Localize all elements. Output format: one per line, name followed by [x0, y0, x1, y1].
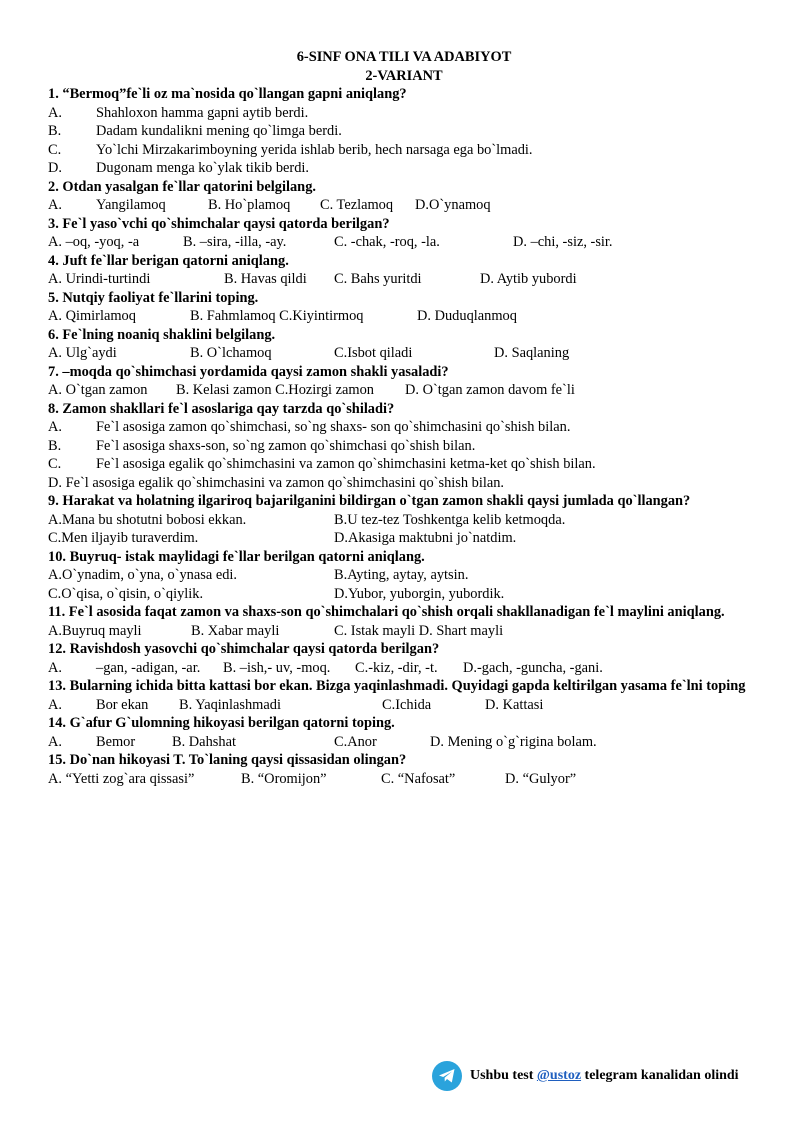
question-6: 6. Fe`lning noaniq shaklini belgilang.: [48, 326, 276, 343]
option-row: [48, 381, 760, 400]
question-15: 15. Do`nan hikoyasi T. To`laning qaysi qissasidan olingan?: [48, 752, 407, 768]
option-label: A.: [48, 197, 62, 213]
option-label: A.: [48, 104, 62, 121]
option-d: D.Akasiga maktubni jo`natdim.: [334, 530, 517, 546]
option-b: B. Dahshat: [172, 733, 236, 750]
option-text: Dadam kundalikni mening qo`limga berdi.: [96, 123, 342, 139]
option-c: C.-kiz, -dir, -t.: [355, 659, 438, 676]
option-row: [48, 418, 760, 437]
option-label: A.: [48, 696, 62, 713]
option-b: B. Kelasi zamon C.Hozirgi zamon: [176, 382, 374, 398]
question-11: 11. Fe`l asosida faqat zamon va shaxs-son qo`shimchalari qo`shish orqali shakllanadigan fe`l maylini aniqlang.: [48, 604, 725, 620]
page-title: 6-SINF ONA TILI VA ADABIYOT: [296, 49, 512, 65]
option-row: [48, 622, 760, 641]
footer-prefix: Ushbu test: [470, 1068, 534, 1083]
option-a: A. Ulg`aydi: [48, 345, 117, 361]
question-7: 7. –moqda qo`shimchasi yordamida qaysi zamon shakli yasaladi?: [48, 363, 449, 380]
option-b: B. –sira, -illa, -ay.: [183, 234, 287, 250]
option-c: C. Bahs yuritdi: [334, 271, 422, 287]
option-b: B. Havas qildi: [224, 271, 307, 287]
option-b: B. Yaqinlashmadi: [179, 696, 281, 713]
option-text: Fe`l asosiga egalik qo`shimchasini va zamon qo`shimchasini ketma-ket qo`shish bilan.: [96, 456, 596, 472]
option-d: D. Aytib yubordi: [480, 271, 577, 287]
option-b: B. –ish,- uv, -moq.: [223, 659, 331, 676]
option-a: Yangilamoq: [96, 197, 166, 213]
question-12: 12. Ravishdosh yasovchi qo`shimchalar qaysi qatorda berilgan?: [48, 641, 440, 657]
option-d: D. Duduqlanmoq: [417, 308, 517, 324]
telegram-icon[interactable]: [432, 1061, 462, 1091]
option-row: [48, 455, 760, 474]
question-2: 2. Otdan yasalgan fe`llar qatorini belgilang.: [48, 178, 316, 195]
option-c: C.Ichida: [382, 696, 432, 713]
option-text: Dugonam menga ko`ylak tikib berdi.: [96, 160, 310, 176]
option-text: Fe`l asosiga shaxs-son, so`ng zamon qo`shimchasi qo`shish bilan.: [96, 437, 476, 454]
option-c: C.Anor: [334, 733, 377, 750]
question-13: 13. Bularning ichida bitta kattasi bor ekan. Bizga yaqinlashmadi. Quyidagi gapda keltirilgan yasama fe`lni toping: [48, 678, 746, 694]
option-a: A. Qimirlamoq: [48, 308, 136, 324]
option-row: [48, 659, 760, 678]
footer-source: [432, 1061, 739, 1091]
option-label: B.: [48, 437, 62, 454]
option-c: C. Tezlamoq: [320, 197, 394, 213]
option-row: [48, 696, 760, 715]
option-label: A.: [48, 733, 62, 750]
option-d: D. Kattasi: [485, 696, 544, 713]
option-label: A.: [48, 659, 62, 676]
option-b: B. Ho`plamoq: [208, 197, 291, 213]
option-text: Yo`lchi Mirzakarimboyning yerida ishlab berib, hech narsaga ega bo`lmadi.: [96, 141, 533, 158]
option-a: A. O`tgan zamon: [48, 382, 148, 398]
option-a: A.Buyruq mayli: [48, 622, 142, 639]
option-c: C.Men iljayib turaverdim.: [48, 530, 199, 546]
option-label: C.: [48, 456, 62, 472]
option-b: B.U tez-tez Toshkentga kelib ketmoqda.: [334, 511, 566, 528]
option-d: D.-gach, -guncha, -gani.: [463, 659, 603, 676]
option-text: Fe`l asosiga zamon qo`shimchasi, so`ng shaxs- son qo`shimchasini qo`shish bilan.: [96, 419, 571, 435]
option-row: [48, 566, 760, 585]
option-row: [48, 344, 760, 363]
question-5: 5. Nutqiy faoliyat fe`llarini toping.: [48, 289, 259, 306]
option-row: [48, 511, 760, 530]
option-c: C.O`qisa, o`qisin, o`qiylik.: [48, 585, 204, 602]
option-row: [48, 159, 760, 178]
option-text: D. Fe`l asosiga egalik qo`shimchasini va zamon qo`shimchasini qo`shish bilan.: [48, 474, 505, 491]
option-a: –gan, -adigan, -ar.: [96, 659, 201, 676]
footer-suffix: telegram kanalidan olindi: [584, 1068, 739, 1083]
question-1: 1. “Bermoq”fe`li oz ma`nosida qo`llangan gapni aniqlang?: [48, 86, 407, 102]
option-row: [48, 270, 760, 289]
option-c: C. Istak mayli D. Shart mayli: [334, 622, 504, 639]
option-a: A.Mana bu shotutni bobosi ekkan.: [48, 511, 247, 528]
question-10: 10. Buyruq- istak maylidagi fe`llar berilgan qatorni aniqlang.: [48, 548, 425, 565]
option-d: D.O`ynamoq: [415, 197, 491, 213]
option-c: C. “Nafosat”: [381, 770, 456, 787]
option-label: A.: [48, 419, 62, 435]
option-d: D. –chi, -siz, -sir.: [513, 234, 613, 250]
option-row: [48, 307, 760, 326]
option-b: B. O`lchamoq: [190, 345, 272, 361]
question-4: 4. Juft fe`llar berigan qatorni aniqlang.: [48, 252, 289, 269]
option-d: D. Saqlaning: [494, 345, 570, 361]
option-text: Shahloxon hamma gapni aytib berdi.: [96, 104, 309, 121]
option-d: D. O`tgan zamon davom fe`li: [405, 382, 575, 398]
option-a: A. –oq, -yoq, -a: [48, 234, 140, 250]
option-row: [48, 104, 760, 123]
question-8: 8. Zamon shakllari fe`l asoslariga qay tarzda qo`shiladi?: [48, 400, 395, 417]
option-d: D. “Gulyor”: [505, 770, 577, 787]
question-9: 9. Harakat va holatning ilgariroq bajarilganini bildirgan o`tgan zamon shakli qaysi jumlada qo`llangan?: [48, 493, 691, 509]
option-a: Bemor: [96, 733, 136, 750]
channel-link[interactable]: @ustoz: [536, 1068, 582, 1083]
variant-title: 2-VARIANT: [365, 67, 443, 84]
option-row: [48, 233, 760, 252]
option-a: A. “Yetti zog`ara qissasi”: [48, 770, 195, 787]
question-14: 14. G`afur G`ulomning hikoyasi berilgan qatorni toping.: [48, 715, 395, 731]
test-sheet: [48, 48, 760, 788]
option-row: [48, 437, 760, 456]
option-label: B.: [48, 123, 62, 139]
option-label: C.: [48, 141, 62, 158]
question-3: 3. Fe`l yaso`vchi qo`shimchalar qaysi qatorda berilgan?: [48, 215, 390, 232]
option-b: B.Ayting, aytay, aytsin.: [334, 567, 469, 583]
option-d: D. Mening o`g`rigina bolam.: [430, 733, 597, 750]
option-row: [48, 141, 760, 160]
option-c: C. -chak, -roq, -la.: [334, 234, 440, 250]
option-d: D.Yubor, yuborgin, yubordik.: [334, 585, 505, 602]
option-a: A.O`ynadim, o`yna, o`ynasa edi.: [48, 567, 238, 583]
option-row: [48, 585, 760, 604]
option-row: [48, 474, 760, 493]
option-label: D.: [48, 160, 62, 176]
option-a: A. Urindi-turtindi: [48, 271, 151, 287]
option-c: C.Isbot qiladi: [334, 345, 413, 361]
option-row: [48, 122, 760, 141]
option-a: Bor ekan: [96, 696, 149, 713]
option-row: [48, 196, 760, 215]
option-b: B. Xabar mayli: [191, 622, 280, 639]
option-b: B. Fahmlamoq C.Kiyintirmoq: [190, 308, 364, 324]
option-b: B. “Oromijon”: [241, 770, 327, 787]
option-row: [48, 529, 760, 548]
option-row: [48, 770, 760, 789]
option-row: [48, 733, 760, 752]
